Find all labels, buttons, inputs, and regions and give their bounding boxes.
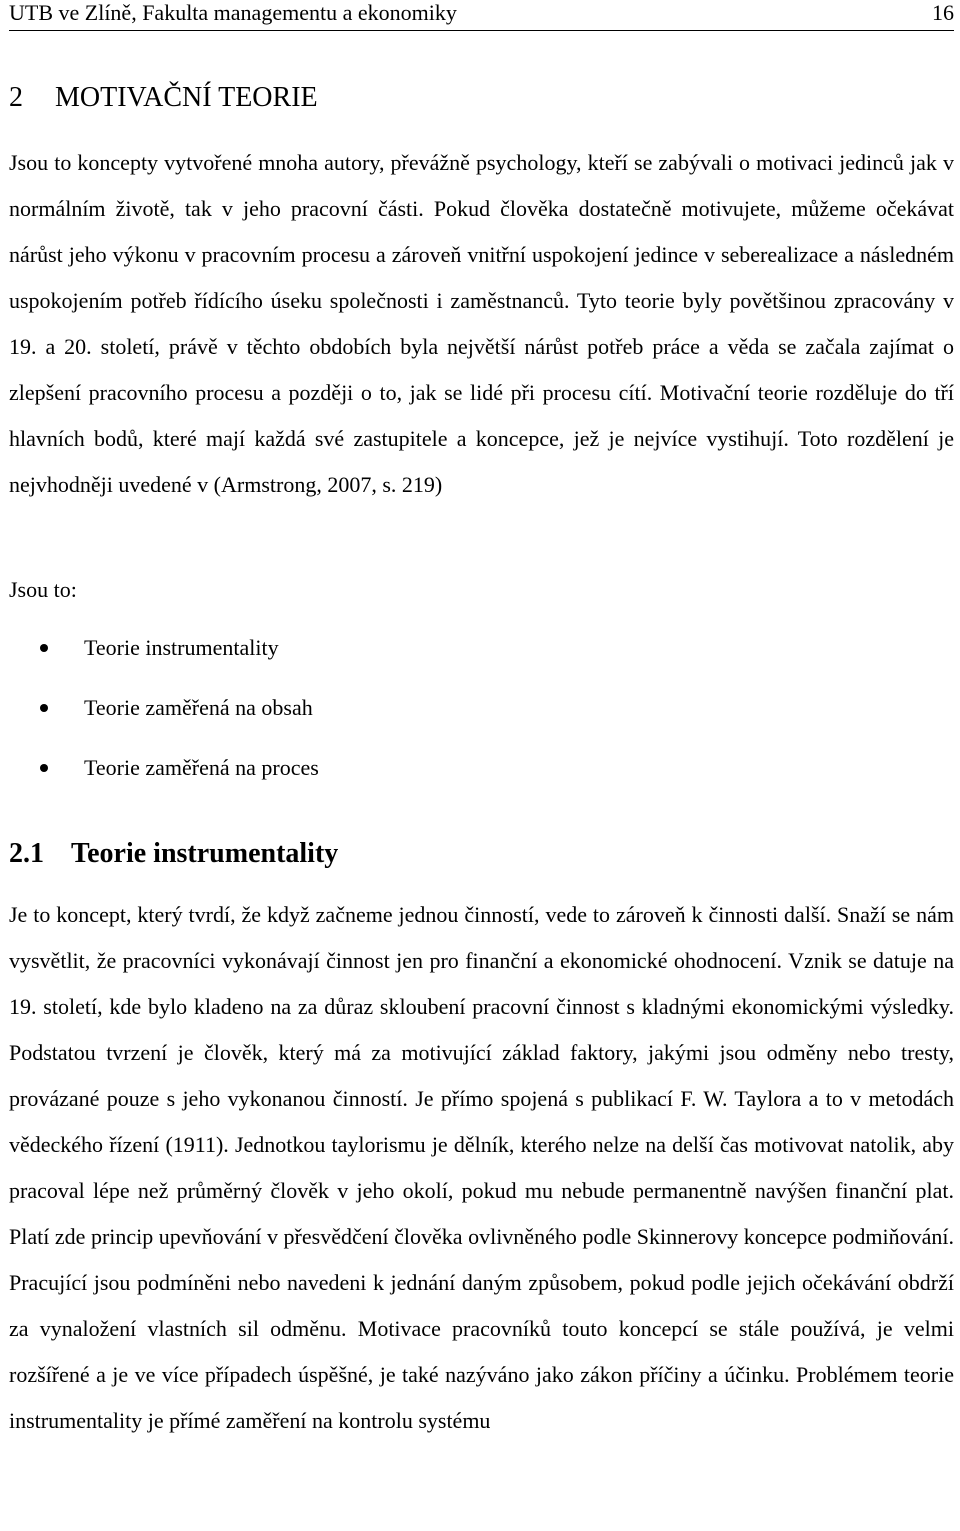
bullet-list [0,625,319,805]
list-item [0,625,319,685]
chapter-number: 2 [9,82,23,113]
list-item [0,685,319,745]
section-paragraph: Je to koncept, který tvrdí, že když začneme jednou činností, vede to zároveň k činnosti další. Snaží se nám vysvětlit, že pracovníci vykonávají činnost jen pro finanční a ekonomické ohodnocení. Vznik se datuje na 19. století, kde bylo kladeno na za důraz skloubení pracovní činnost s kladnými ekonomickými výsledky. Podstatou tvrzení je člověk, který má za motivující základ faktory, jakými jsou odměny nebo tresty, provázané pouze s jeho vykonanou činností. Je přímo spojená s publikací F. W. Taylora a to v metodách vědeckého řízení (1911). Jednotkou taylorismu je dělník, kterého nelze na delší čas motivovat natolik, aby pracoval lépe než průměrný člověk v jeho okolí, pokud mu nebude permanentně navýšen finanční plat. Platí zde princip upevňování v přesvědčení člověka ovlivněného podle Skinnerovy koncepce podmiňování. Pracující jsou podmíněni nebo navedeni k jednání daným způsobem, pokud podle jejich očekávání obdrží za vynaložení vlastních sil odměnu. Motivace pracovníků touto koncepcí se stále používá, je velmi rozšířené a je ve více případech úspěšné, je také nazýváno jako zákon příčiny a účinku. Problémem teorie instrumentality je přímé zaměření na kontrolu systému [9,902,954,1433]
page-number: 16 [932,0,954,25]
section-number: 2.1 [9,838,44,869]
bullet-icon [40,704,48,712]
list-intro: Jsou to: [9,577,77,602]
list-item-text: Teorie instrumentality [84,635,279,660]
intro-paragraph: Jsou to koncepty vytvořené mnoha autory, převážně psychology, kteří se zabývali o motivaci jedinců jak v normálním životě, tak v jeho pracovní části. Pokud člověka dostatečně motivujete, můžeme očekávat nárůst jeho výkonu v pracovním procesu a zároveň vnitřní uspokojení jedince v seberealizace a následném uspokojením potřeb řídícího úseku společnosti i zaměstnanců. Tyto teorie byly povětšinou zpracovány v 19. a 20. století, právě v těchto obdobích byla největší nárůst potřeb práce a věda se začala zajímat o zlepšení pracovního procesu a později o to, jak se lidé při procesu cítí. Motivační teorie rozděluje do tří hlavních bodů, které mají každá své zastupitele a koncepce, jež je nejvíce vystihují. Toto rozdělení je nejvhodněji uvedené v (Armstrong, 2007, s. 219) [9,150,954,497]
bullet-icon [40,764,48,772]
list-item [0,745,319,805]
chapter-title: MOTIVAČNÍ TEORIE [55,82,318,113]
section-title: Teorie instrumentality [71,838,339,869]
section-heading [9,836,338,872]
list-item-text: Teorie zaměřená na proces [84,755,319,780]
bullet-icon [40,644,48,652]
running-header [9,0,954,31]
list-item-text: Teorie zaměřená na obsah [84,695,313,720]
chapter-heading [9,80,318,116]
header-title: UTB ve Zlíně, Fakulta managementu a ekonomiky [9,0,457,25]
